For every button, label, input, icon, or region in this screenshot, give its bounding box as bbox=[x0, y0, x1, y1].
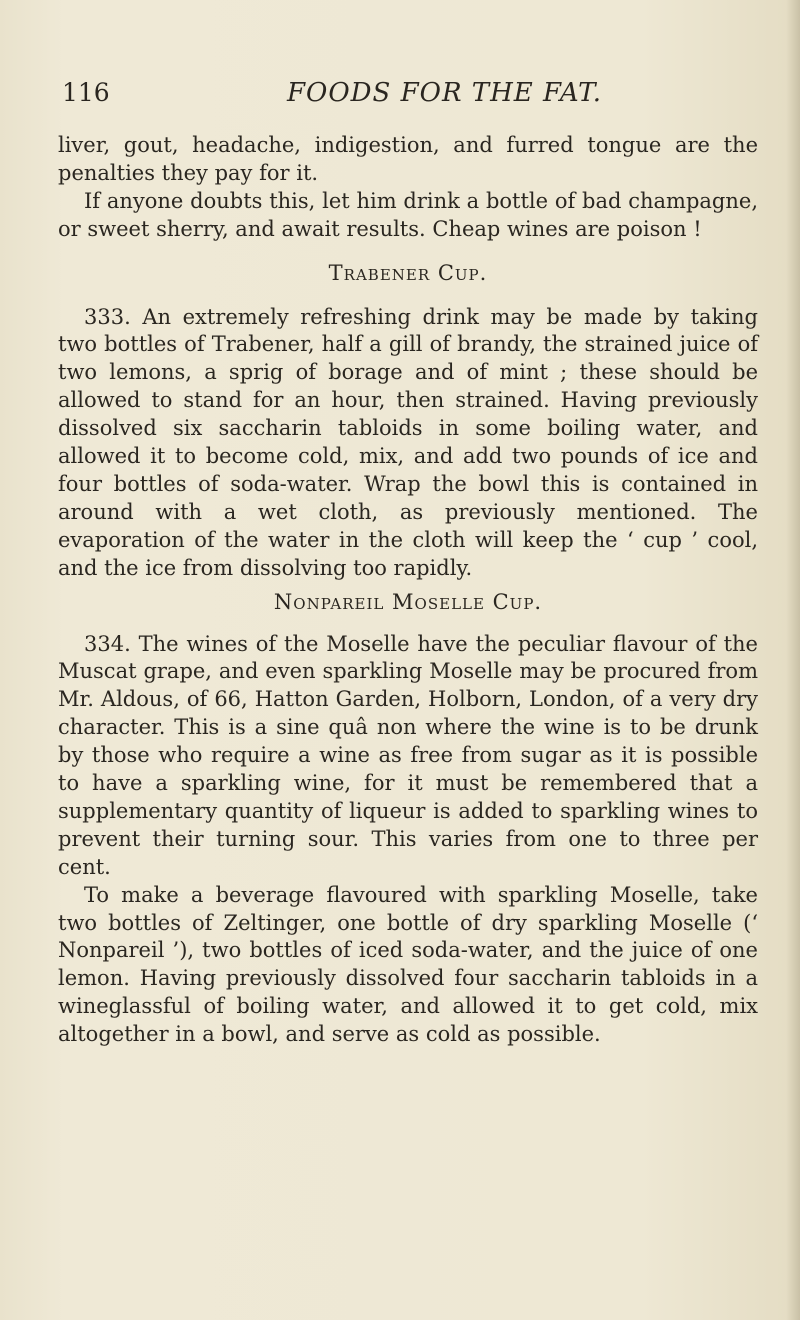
paragraph-recipe-334: 334. The wines of the Moselle have the peculiar flavour of the Muscat grape, and even sparkling Moselle may be procured from Mr. Aldous, of 66, Hatton Garden, Holborn, London, of a very dry character. This is a sine quâ non where the wine is to be drunk by those who require a wine as free from sugar as it is possible to have a sparkling wine, for it must be remembered that a supplementary quantity of liqueur is added to sparkling wines to prevent their turning sour. This varies from one to three per cent. bbox=[58, 631, 758, 879]
page-number: 116 bbox=[62, 78, 110, 107]
page-header bbox=[62, 78, 712, 114]
section-heading-nonpareil-moselle-cup: Nonpareil Moselle Cup. bbox=[273, 589, 543, 614]
paragraph-recipe-333: 333. An extremely refreshing drink may be made by taking two bottles of Trabener, half a gill of brandy, the strained juice of two lemons, a sprig of borage and of mint ; these should be allowed to stand for an hour, then strained. Having previously dissolved six saccharin tabloids in some boiling water, and allowed it to become cold, mix, and add two pounds of ice and four bottles of soda-water. Wrap the bowl this is contained in around with a wet cloth, as previously mentioned. The evaporation of the water in the cloth will keep the ‘ cup ’ cool, and the ice from dissolving too rapidly. bbox=[58, 304, 758, 580]
body-text bbox=[58, 132, 758, 1049]
running-head: FOODS FOR THE FAT. bbox=[287, 78, 602, 108]
paragraph-moselle-beverage: To make a beverage flavoured with sparkling Moselle, take two bottles of Zeltinger, one bottle of dry sparkling Moselle (‘ Nonpareil ’), two bottles of iced soda-water, and the juice of one lemon. Having previously dissolved four saccharin tabloids in a wineglassful of boiling water, and allowed it to get cold, mix altogether in a bowl, and serve as cold as possible. bbox=[58, 882, 758, 1047]
paragraph-continued: liver, gout, headache, indigestion, and furred tongue are the penalties they pay for it. bbox=[58, 133, 758, 185]
page-edge-shadow bbox=[786, 0, 800, 1320]
section-heading-trabener-cup: Trabener Cup. bbox=[328, 260, 488, 285]
paragraph-cheap-wines: If anyone doubts this, let him drink a bottle of bad champagne, or sweet sherry, and await results. Cheap wines are poison ! bbox=[58, 188, 758, 241]
